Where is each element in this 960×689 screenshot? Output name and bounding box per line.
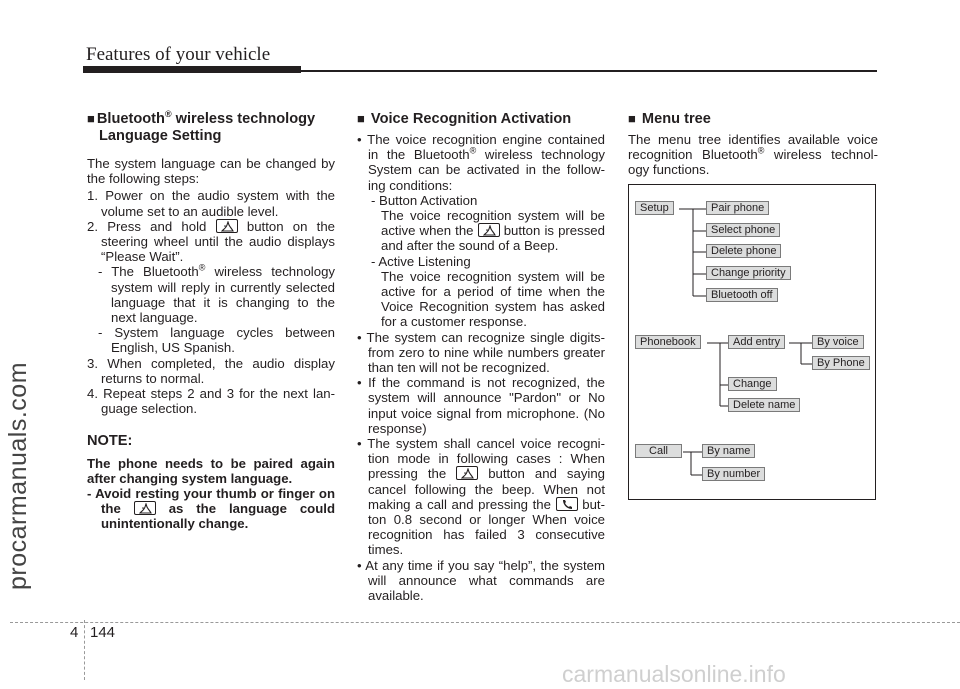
voice-recognition-heading: ■ Voice Recognition Activation [357, 111, 572, 127]
menu-node-setup: Setup [635, 201, 674, 215]
active-listening-label: - Active Listening [371, 253, 471, 269]
page-number: 144 [90, 624, 116, 641]
chapter-number: 4 [70, 624, 79, 641]
step-2-sub-2: - System language cycles between English, US Spanish. [98, 325, 335, 356]
menu-node-pair-phone: Pair phone [706, 201, 769, 215]
menu-node-change-priority: Change priority [706, 266, 791, 280]
bullet-5: • At any time if you say “help”, the system will announce what commands are available. [357, 557, 605, 604]
bullet-2: • The system can recognize single digits- from zero to nine while numbers greater than ten will not be recognized. [357, 329, 605, 376]
bullet-1: • The voice recognition engine contained in the Bluetooth® wireless technology System can be activated in the follow- ing conditions: [357, 132, 606, 193]
step-4: 4. Repeat steps 2 and 3 for the next lan- guage selection. [87, 386, 335, 417]
header-bar [83, 66, 301, 73]
voice-button-icon [478, 223, 500, 237]
menu-tree-diagram [628, 184, 876, 500]
active-listening-text: The voice recognition system will be active for a period of time when the Voice Recognition system has asked for a customer response. [381, 268, 605, 330]
bullet-3: • If the command is not recognized, the system will announce "Pardon" or No input voice signal from microphone. (No response) [357, 375, 605, 436]
menu-node-phonebook: Phonebook [635, 335, 701, 349]
button-activation-label: - Button Activation [371, 192, 478, 208]
watermark-bottom: carmanualsonline.info [562, 661, 786, 687]
watermark-left: procarmanuals.com [4, 361, 32, 590]
menu-node-delete-phone: Delete phone [706, 244, 781, 258]
voice-button-icon [456, 466, 478, 480]
note-heading: NOTE: [87, 433, 133, 450]
menu-node-change: Change [728, 377, 777, 391]
note-item: - Avoid resting your thumb or finger on the as the language could unintentionally change. [87, 486, 336, 532]
phone-button-icon [556, 497, 578, 511]
footer-divider [84, 620, 85, 680]
column-voice-recognition [357, 110, 605, 603]
header-rule [301, 70, 877, 72]
language-setting-heading: ■ Bluetooth® wireless technology [87, 109, 316, 127]
column-menu-tree [628, 110, 878, 178]
language-setting-heading-2: Language Setting [99, 128, 222, 144]
menu-node-by-phone: By Phone [812, 356, 870, 370]
menu-node-bluetooth-off: Bluetooth off [706, 288, 778, 302]
menu-node-delete-name: Delete name [728, 398, 800, 412]
voice-button-icon [216, 219, 238, 233]
menu-node-add-entry: Add entry [728, 335, 785, 349]
column-language-setting [87, 110, 335, 532]
step-2-sub-1: - The Bluetooth® wireless technology system will reply in currently selected language that it is changing to the next language. [98, 263, 336, 326]
bullet-4: • The system shall cancel voice recogni- tion mode in following cases : When pressing the button and saying cancel following the beep. When not making a call and pressing the but- ton 0.8 second or longer When voice recognition has failed 3 consecutive times. [357, 436, 606, 558]
step-1: 1. Power on the audio system with the volume set to an audible level. [87, 188, 335, 219]
button-activation-text: The voice recognition system will be active when the button is pressed and after the sound of a Beep. [381, 208, 605, 254]
menu-tree-heading: ■ Menu tree [628, 111, 711, 127]
menu-node-select-phone: Select phone [706, 223, 780, 237]
header-title: Features of your vehicle [86, 44, 271, 65]
voice-button-icon [134, 501, 156, 515]
menu-node-by-name: By name [702, 444, 755, 458]
step-3: 3. When completed, the audio display returns to normal. [87, 355, 335, 386]
menu-node-by-voice: By voice [812, 335, 864, 349]
menu-tree-intro: The menu tree identifies available voice recognition Bluetooth® wireless technol- ogy functions. [628, 132, 878, 178]
note-text: The phone needs to be paired again after changing system language. [87, 455, 335, 486]
footer-rule [10, 622, 960, 623]
intro-text: The system language can be changed by the following steps: [87, 156, 335, 187]
step-2: 2. Press and hold button on the steering wheel until the audio displays “Please Wait”. [87, 218, 336, 265]
menu-node-call: Call [635, 444, 682, 458]
menu-node-by-number: By number [702, 467, 765, 481]
